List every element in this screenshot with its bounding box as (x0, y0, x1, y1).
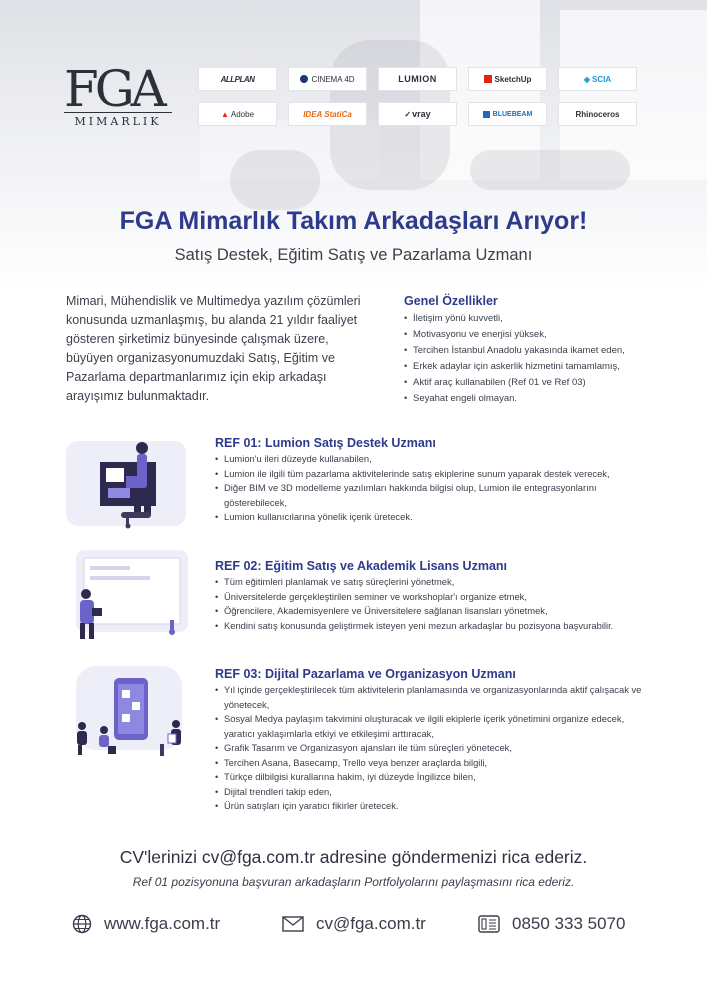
list-item: • Aktif araç kullanabilen (Ref 01 ve Ref 03) (404, 375, 654, 391)
logo-subline: MIMARLIK (64, 112, 172, 128)
brand-scia-label: SCIA (592, 74, 612, 84)
cv-request: CV'lerinizi cv@fga.com.tr adresine göndermenizi rica ederiz. (119, 847, 588, 867)
list-item: • Üniversitelerde gerçekleştirilen seminer ve workshoplar'ı organize etmek, (215, 590, 645, 605)
list-item: • Kendini satış konusunda geliştirmek isteyen yeni mezun arkadaşlar bu pozisyona başvurabilir. (215, 619, 645, 634)
list-item: • İletişim yönü kuvvetli, (404, 311, 654, 327)
brand-idea-statica (288, 102, 367, 126)
ref02-list (215, 575, 645, 633)
list-item: • Erkek adaylar için askerlik hizmetini tamamlamış, (404, 359, 654, 375)
ref03-title: REF 03: Dijital Pazarlama ve Organizasyon Uzmanı (215, 667, 516, 681)
contact-email-text: cv@fga.com.tr (316, 914, 426, 933)
ref01-list (215, 452, 645, 525)
brand-lumion: LUMION (378, 67, 457, 91)
list-item: • Lumion kullanıcılarına yönelik içerik üretecek. (215, 510, 645, 525)
contact-email[interactable] (282, 914, 426, 934)
brand-cinema4d-label: CINEMA 4D (311, 74, 355, 84)
list-item: • Tüm eğitimleri planlamak ve satış süreçlerini yönetmek, (215, 575, 645, 590)
list-item: • Lumion ile ilgili tüm pazarlama aktivitelerinde satış ekiplerine sunum yaparak destek verecek, (215, 467, 645, 482)
brand-bluebeam-label: BLUEBEAM (492, 110, 533, 118)
list-item: • Ürün satışları için yaratıcı fikirler üretecek. (215, 799, 645, 814)
brand-sketchup-label: SketchUp (494, 74, 532, 84)
brand-vray: ✓ vray (378, 102, 457, 126)
features-list (404, 311, 654, 407)
ref01-section (215, 436, 645, 525)
list-item: • Tercihen Asana, Basecamp, Trello veya benzer araçlarda bilgili, (215, 756, 645, 771)
brand-adobe-label: Adobe (230, 109, 255, 119)
brand-rhinoceros: Rhinoceros (558, 102, 637, 126)
ref01-title: REF 01: Lumion Satış Destek Uzmanı (215, 436, 436, 450)
brand-vray-label: vray (412, 109, 431, 119)
globe-icon (72, 914, 92, 934)
page-subtitle: Satış Destek, Eğitim Satış ve Pazarlama Uzmanı (174, 246, 533, 264)
list-item: • Dijital trendleri takip eden, (215, 785, 645, 800)
ref02-title: REF 02: Eğitim Satış ve Akademik Lisans Uzmanı (215, 559, 507, 573)
brand-bluebeam (468, 102, 547, 126)
contact-phone-text: 0850 333 5070 (512, 914, 626, 933)
list-item: • Öğrencilere, Akademisyenlere ve Üniversitelere sağlanan lisansları yönetmek, (215, 604, 645, 619)
brand-cinema4d (288, 67, 367, 91)
fga-logo (64, 60, 176, 128)
list-item: • Yıl içinde gerçekleştirilecek tüm aktivitelerin planlamasında ve organizasyonlarında aktif çalışacak ve yönetecek, (215, 683, 645, 712)
ref03-list (215, 683, 645, 814)
list-item: • Sosyal Medya paylaşım takvimini oluşturacak ve ilgili ekiplerle içerik yönetimini organize edecek, yaratıcı yaklaşımlarla etkiyi ve etkileşimi arttıracak, (215, 712, 645, 741)
list-item: • Grafik Tasarım ve Organizasyon ajansları ile tüm süreçleri yönetecek, (215, 741, 645, 756)
list-item: • Seyahat engeli olmayan. (404, 391, 654, 407)
brand-adobe: ▲ Adobe (198, 102, 277, 126)
list-item: • Tercihen İstanbul Anadolu yakasında ikamet eden, (404, 343, 654, 359)
envelope-icon (282, 916, 304, 932)
partner-logos (198, 67, 640, 126)
list-item: • Türkçe dilbilgisi kurallarına hakim, iyi düzeyde İngilizce bilen, (215, 770, 645, 785)
list-item: • Lumion'u ileri düzeyde kullanabilen, (215, 452, 645, 467)
brand-scia: ◈ SCIA (558, 67, 637, 91)
features-title: Genel Özellikler (404, 294, 498, 308)
contact-web-text: www.fga.com.tr (104, 914, 221, 933)
general-features (404, 294, 654, 407)
page-title: FGA Mimarlık Takım Arkadaşları Arıyor! (119, 207, 588, 235)
ref03-section (215, 667, 645, 814)
ref02-section (215, 559, 645, 633)
brand-idea-statica-label: IDEA StatiCa (303, 109, 352, 119)
list-item: • Diğer BIM ve 3D modelleme yazılımları hakkında bilgisi olup, Lumion ile entegrasyonlarını gösterebilecek, (215, 481, 645, 510)
ref01-illustration (66, 436, 192, 532)
cv-note: Ref 01 pozisyonuna başvuran arkadaşların Portfolyolarını paylaşmasını rica ederiz. (132, 875, 575, 889)
ref02-illustration (66, 550, 192, 642)
intro-paragraph: Mimari, Mühendislik ve Multimedya yazılım çözümleri konusunda uzmanlaşmış, bu alanda 21 yıldır faaliyet gösteren şirketimiz bünyesinde çalışmak üzere, büyüyen organizasyonumuzdaki Satış, Eğitim ve Pazarlama departmanlarımız için ekip arkadaşı arayışımız bulunmaktadır. (66, 294, 361, 403)
logo-wordmark: FGA (64, 60, 163, 118)
ref03-illustration (64, 666, 194, 760)
phone-icon (478, 914, 500, 934)
contact-phone[interactable] (478, 914, 625, 934)
brand-allplan: ALLPLAN (198, 67, 277, 91)
brand-sketchup (468, 67, 547, 91)
list-item: • Motivasyonu ve enerjisi yüksek, (404, 327, 654, 343)
contact-web[interactable] (72, 914, 220, 934)
